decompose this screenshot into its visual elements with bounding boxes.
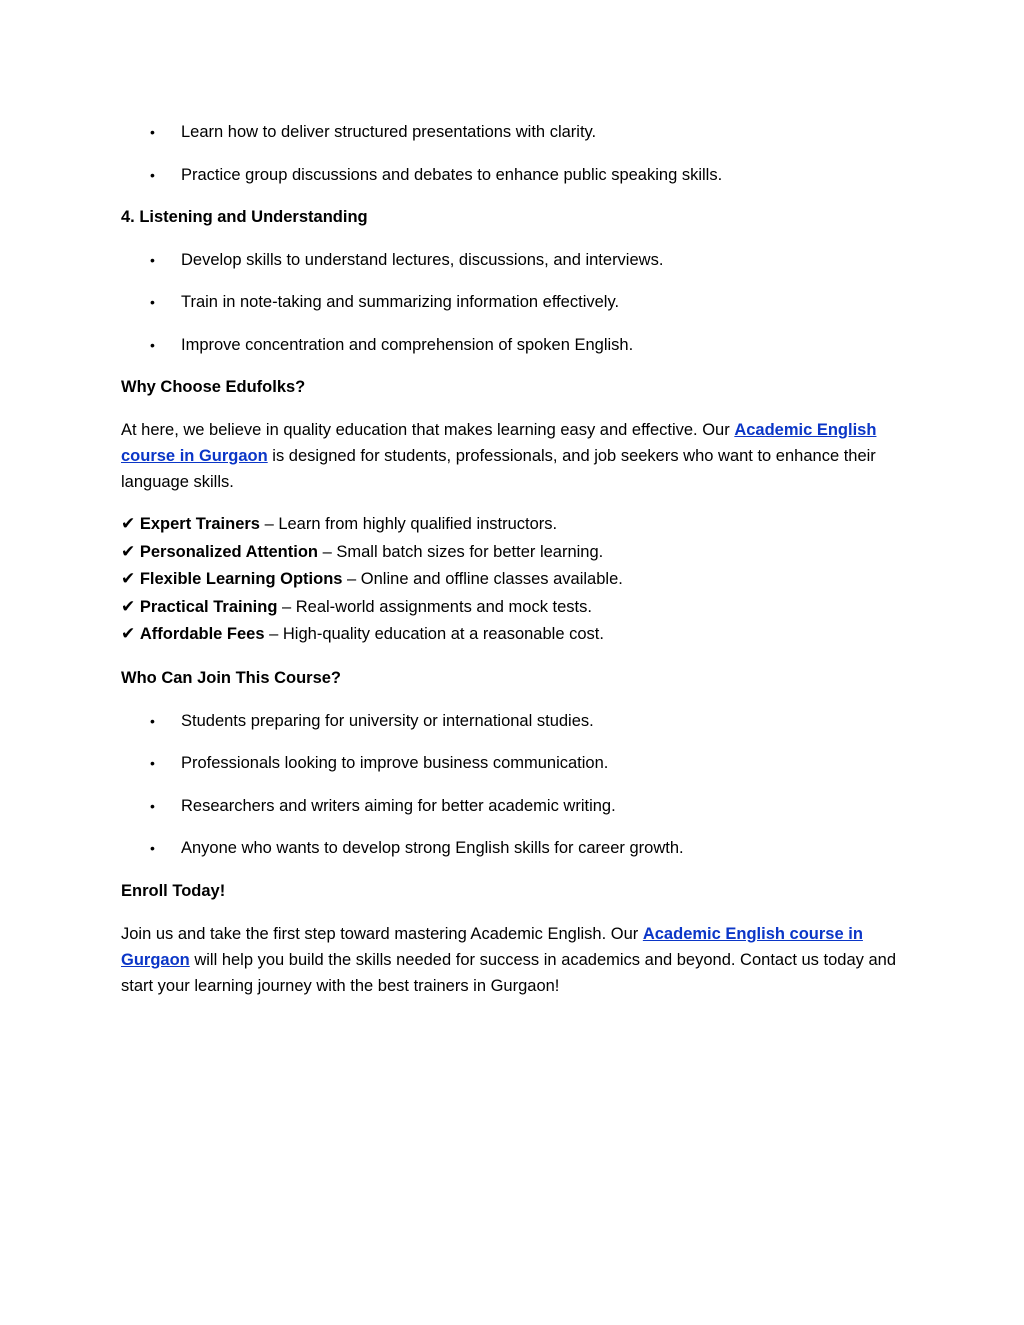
section-heading-enroll: Enroll Today! [121, 882, 226, 900]
list-item-text: Develop skills to understand lectures, discussions, and interviews. [181, 251, 664, 269]
feature-item [121, 511, 911, 539]
bullet-icon: • [150, 252, 155, 268]
feature-desc: – Online and offline classes available. [342, 570, 623, 588]
list-item-text: Professionals looking to improve business communication. [181, 754, 609, 772]
academic-english-course-link[interactable]: Academic English course in Gurgaon [121, 925, 863, 969]
list-item-text: Train in note-taking and summarizing information effectively. [181, 293, 620, 311]
feature-item [121, 539, 911, 567]
enroll-paragraph [121, 921, 911, 999]
check-icon: ✔ [121, 569, 136, 589]
feature-title: Affordable Fees [139, 625, 265, 643]
list-item-text: Practice group discussions and debates to enhance public speaking skills. [181, 166, 723, 184]
list-item-text: Learn how to deliver structured presentations with clarity. [181, 123, 597, 141]
why-choose-paragraph [121, 417, 911, 495]
feature-item [121, 621, 911, 649]
bullet-icon: • [150, 124, 155, 140]
section-heading-listening: 4. Listening and Understanding [121, 208, 368, 226]
paragraph-text: Join us and take the first step toward mastering Academic English. Our [121, 925, 643, 943]
feature-title: Flexible Learning Options [139, 570, 343, 588]
paragraph-text: will help you build the skills needed for success in academics and beyond. Contact us today and start your learning journey with the best trainers in Gurgaon! [121, 951, 896, 995]
list-item-text: Anyone who wants to develop strong English skills for career growth. [181, 839, 684, 857]
feature-desc: – High-quality education at a reasonable cost. [264, 625, 604, 643]
feature-title: Personalized Attention [139, 542, 319, 561]
bullet-icon: • [150, 798, 155, 814]
bullet-icon: • [150, 167, 155, 183]
bullet-icon: • [150, 840, 155, 856]
academic-english-course-link[interactable]: Academic English course in Gurgaon [121, 421, 877, 465]
list-item-text: Students preparing for university or international studies. [181, 712, 594, 730]
feature-title: Practical Training [139, 597, 278, 616]
check-icon: ✔ [121, 541, 136, 562]
feature-item [121, 594, 911, 622]
check-icon: ✔ [121, 624, 136, 644]
list-item-text: Researchers and writers aiming for better academic writing. [181, 797, 616, 815]
feature-item [121, 566, 911, 594]
bullet-icon: • [150, 294, 155, 310]
feature-desc: – Real-world assignments and mock tests. [277, 597, 592, 616]
bullet-icon: • [150, 337, 155, 353]
feature-desc: – Learn from highly qualified instructors. [259, 515, 558, 533]
section-heading-who-can-join: Who Can Join This Course? [121, 669, 342, 687]
check-icon: ✔ [121, 596, 136, 617]
paragraph-text: At here, we believe in quality education that makes learning easy and effective. Our [121, 421, 735, 439]
bullet-icon: • [150, 755, 155, 771]
bullet-icon: • [150, 713, 155, 729]
features-list [121, 511, 911, 649]
check-icon: ✔ [121, 514, 136, 534]
feature-desc: – Small batch sizes for better learning. [318, 542, 604, 561]
list-item-text: Improve concentration and comprehension of spoken English. [181, 336, 634, 354]
section-heading-why-choose: Why Choose Edufolks? [121, 378, 306, 396]
feature-title: Expert Trainers [139, 515, 260, 533]
paragraph-text: is designed for students, professionals, and job seekers who want to enhance their language skills. [121, 447, 876, 491]
